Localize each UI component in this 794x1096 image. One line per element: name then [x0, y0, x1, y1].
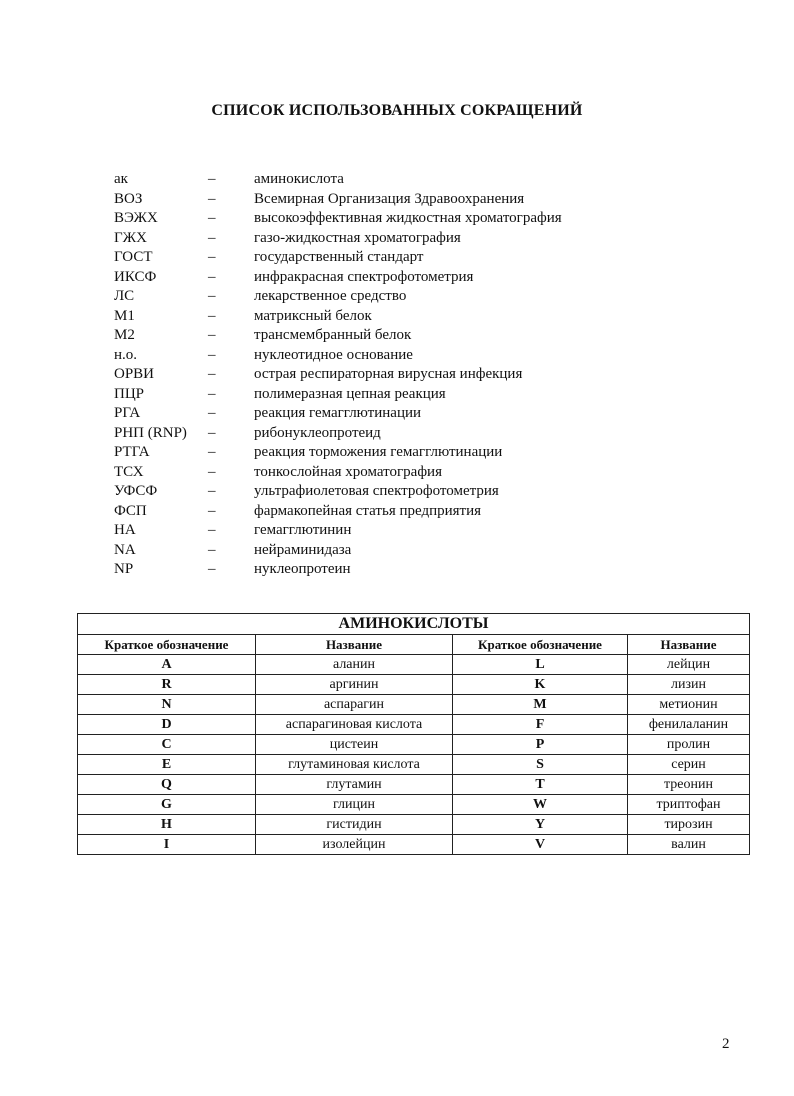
abbreviation: ак [114, 171, 128, 187]
abbreviation-row [114, 502, 674, 522]
abbreviation: ФСП [114, 502, 147, 519]
table-caption-row [78, 614, 750, 635]
abbreviation-definition: реакция торможения гемагглютинации [254, 444, 503, 460]
amino-code-cell: G [78, 795, 256, 815]
amino-name-cell: глутаминовая кислота [256, 755, 453, 775]
amino-code-cell: S [453, 755, 628, 775]
abbreviation: ВОЗ [114, 190, 143, 207]
amino-code-cell: I [78, 835, 256, 855]
abbreviation-row [114, 560, 674, 580]
dash-separator: – [208, 171, 216, 187]
amino-name-cell: пролин [628, 735, 750, 755]
abbreviation-row [114, 365, 674, 385]
amino-code-cell: F [453, 715, 628, 735]
abbreviation-list [114, 170, 674, 580]
amino-name-cell: валин [628, 835, 750, 855]
abbreviation: ГОСТ [114, 249, 153, 265]
amino-name-cell: серин [628, 755, 750, 775]
table-caption: АМИНОКИСЛОТЫ [78, 614, 750, 635]
amino-code-cell: W [453, 795, 628, 815]
amino-code-cell: Q [78, 775, 256, 795]
abbreviation-row [114, 326, 674, 346]
abbreviation-row [114, 190, 674, 210]
abbreviation: УФСФ [114, 483, 158, 499]
abbreviation-definition: высокоэффективная жидкостная хроматография [254, 210, 562, 226]
amino-name-cell: лизин [628, 675, 750, 695]
abbreviation-row [114, 307, 674, 327]
abbreviation-definition: государственный стандарт [254, 249, 424, 265]
dash-separator: – [208, 424, 216, 441]
abbreviation-definition: трансмембранный белок [254, 327, 412, 343]
dash-separator: – [208, 522, 216, 538]
dash-separator: – [208, 210, 216, 226]
abbreviation: M1 [114, 307, 135, 324]
amino-code-cell: E [78, 755, 256, 775]
abbreviation-definition: нуклеотидное основание [254, 346, 413, 363]
abbreviation-row [114, 209, 674, 229]
dash-separator: – [208, 541, 216, 558]
amino-name-cell: гистидин [256, 815, 453, 835]
abbreviation-row [114, 287, 674, 307]
abbreviation-row [114, 385, 674, 405]
table-row [78, 775, 750, 795]
table-row [78, 735, 750, 755]
amino-name-cell: фенилаланин [628, 715, 750, 735]
abbreviation-definition: реакция гемагглютинации [254, 405, 422, 421]
table-row [78, 675, 750, 695]
dash-separator: – [208, 229, 216, 246]
dash-separator: – [208, 502, 216, 519]
amino-code-cell: D [78, 715, 256, 735]
abbreviation-row [114, 170, 674, 190]
page-number: 2 [722, 1036, 730, 1052]
abbreviation: ТСХ [114, 463, 144, 480]
table-row [78, 755, 750, 775]
column-header: Название [628, 635, 750, 655]
amino-name-cell: глицин [256, 795, 453, 815]
amino-name-cell: лейцин [628, 655, 750, 675]
abbreviation-row [114, 229, 674, 249]
page-title: СПИСОК ИСПОЛЬЗОВАННЫХ СОКРАЩЕНИЙ [211, 102, 583, 119]
abbreviation-row [114, 404, 674, 424]
dash-separator: – [208, 307, 216, 324]
abbreviation-row [114, 463, 674, 483]
amino-code-cell: Y [453, 815, 628, 835]
abbreviation: ОРВИ [114, 366, 155, 382]
amino-name-cell: аспарагиновая кислота [256, 715, 453, 735]
dash-separator: – [208, 444, 216, 460]
abbreviation: РНП (RNP) [114, 424, 187, 441]
amino-name-cell: аспарагин [256, 695, 453, 715]
table-row [78, 715, 750, 735]
amino-name-cell: изолейцин [256, 835, 453, 855]
amino-code-cell: C [78, 735, 256, 755]
abbreviation: ЛС [114, 288, 135, 304]
abbreviation-row [114, 443, 674, 463]
dash-separator: – [208, 288, 216, 304]
amino-name-cell: метионин [628, 695, 750, 715]
abbreviation: ГЖХ [114, 229, 147, 246]
abbreviation-definition: Всемирная Организация Здравоохранения [254, 190, 525, 207]
abbreviation-definition: матриксный белок [254, 307, 372, 324]
dash-separator: – [208, 405, 216, 421]
abbreviation: РТГА [114, 444, 150, 460]
table-row [78, 655, 750, 675]
abbreviation-definition: аминокислота [254, 171, 344, 187]
abbreviation: M2 [114, 327, 135, 343]
amino-code-cell: N [78, 695, 256, 715]
table-row [78, 695, 750, 715]
abbreviation-definition: нуклеопротеин [254, 561, 351, 577]
amino-code-cell: A [78, 655, 256, 675]
amino-code-cell: R [78, 675, 256, 695]
dash-separator: – [208, 385, 216, 402]
dash-separator: – [208, 366, 216, 382]
dash-separator: – [208, 483, 216, 499]
amino-code-cell: L [453, 655, 628, 675]
amino-name-cell: цистеин [256, 735, 453, 755]
abbreviation-definition: нейраминидаза [254, 541, 352, 558]
abbreviation: н.о. [114, 346, 138, 363]
abbreviation-definition: лекарственное средство [254, 288, 407, 304]
table-header-row [78, 635, 750, 655]
abbreviation-definition: газо-жидкостная хроматография [254, 229, 461, 246]
table-row [78, 795, 750, 815]
amino-name-cell: глутамин [256, 775, 453, 795]
dash-separator: – [208, 249, 216, 265]
dash-separator: – [208, 190, 216, 207]
table-row [78, 835, 750, 855]
abbreviation-row [114, 482, 674, 502]
amino-code-cell: H [78, 815, 256, 835]
amino-code-cell: M [453, 695, 628, 715]
abbreviation-definition: инфракрасная спектрофотометрия [254, 268, 474, 285]
abbreviation-definition: ультрафиолетовая спектрофотометрия [254, 483, 499, 499]
dash-separator: – [208, 327, 216, 343]
dash-separator: – [208, 268, 216, 285]
abbreviation: ПЦР [114, 385, 145, 402]
abbreviation-definition: полимеразная цепная реакция [254, 385, 446, 402]
abbreviation-definition: острая респираторная вирусная инфекция [254, 366, 523, 382]
abbreviation-definition: фармакопейная статья предприятия [254, 502, 482, 519]
amino-code-cell: V [453, 835, 628, 855]
amino-acids-table [77, 613, 750, 855]
abbreviation: NA [114, 541, 136, 558]
column-header: Краткое обозначение [453, 635, 628, 655]
amino-code-cell: T [453, 775, 628, 795]
abbreviation: HA [114, 522, 136, 538]
abbreviation-definition: тонкослойная хроматография [254, 463, 442, 480]
abbreviation: NP [114, 561, 134, 577]
amino-name-cell: аланин [256, 655, 453, 675]
dash-separator: – [208, 346, 216, 363]
abbreviation-row [114, 346, 674, 366]
abbreviation-row [114, 424, 674, 444]
abbreviation-row [114, 248, 674, 268]
amino-name-cell: треонин [628, 775, 750, 795]
abbreviation-row [114, 268, 674, 288]
table-row [78, 815, 750, 835]
dash-separator: – [208, 561, 216, 577]
amino-code-cell: K [453, 675, 628, 695]
amino-name-cell: триптофан [628, 795, 750, 815]
abbreviation-definition: гемагглютинин [254, 522, 352, 538]
amino-code-cell: P [453, 735, 628, 755]
column-header: Название [256, 635, 453, 655]
amino-name-cell: аргинин [256, 675, 453, 695]
abbreviation: ВЭЖХ [114, 210, 158, 226]
abbreviation-definition: рибонуклеопротеид [254, 424, 381, 441]
abbreviation: ИКСФ [114, 268, 157, 285]
column-header: Краткое обозначение [78, 635, 256, 655]
amino-name-cell: тирозин [628, 815, 750, 835]
abbreviation-row [114, 541, 674, 561]
abbreviation: РГА [114, 405, 141, 421]
abbreviation-row [114, 521, 674, 541]
dash-separator: – [208, 463, 216, 480]
